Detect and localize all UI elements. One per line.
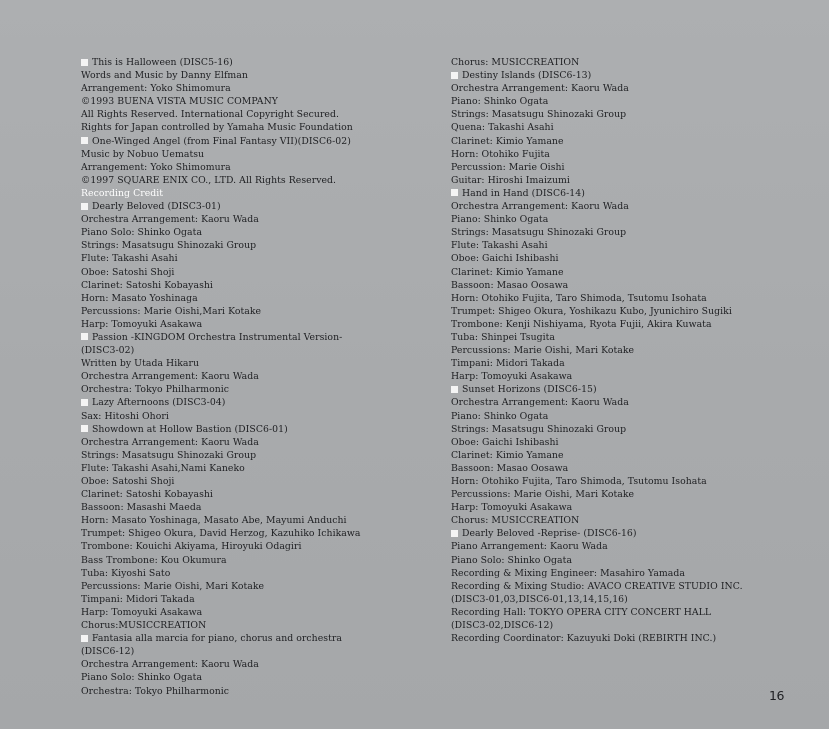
credit-line	[451, 213, 821, 226]
credit-line	[451, 488, 821, 501]
credit-line	[451, 148, 821, 161]
credit-line	[81, 69, 451, 82]
credit-line	[451, 436, 821, 449]
credit-text: ©1997 SQUARE ENIX CO., LTD. All Rights Reserved.	[81, 174, 337, 186]
track-credit-title	[81, 56, 451, 69]
credit-text: Strings: Masatsugu Shinozaki Group	[451, 423, 627, 435]
credit-text: Horn: Otohiko Fujita, Taro Shimoda, Tsutomu Isohata	[451, 476, 707, 487]
credit-text: Strings: Masatsugu Shinozaki Group	[81, 449, 257, 461]
credit-text: Percussions: Marie Oishi, Mari Kotake	[81, 580, 265, 592]
credit-text: Bassoon: Masao Oosawa	[451, 462, 569, 474]
credit-line	[81, 239, 451, 252]
credit-line	[81, 514, 451, 527]
section-heading	[81, 187, 451, 200]
track-credit-title	[81, 396, 451, 409]
credit-text: Piano Solo: Shinko Ogata	[81, 227, 203, 239]
credit-text: Oboe: Gaichi Ishibashi	[451, 436, 559, 448]
credit-text: Piano: Shinko Ogata	[451, 96, 549, 108]
credit-line	[451, 318, 821, 331]
credit-line	[451, 161, 821, 174]
credit-text: Harp: Tomoyuki Asakawa	[81, 318, 203, 330]
track-bullet-icon	[81, 399, 88, 406]
credit-text: Orchestra Arrangement: Kaoru Wada	[81, 436, 259, 448]
credit-text: Trombone: Kouichi Akiyama, Hiroyuki Odagiri	[81, 541, 302, 553]
track-bullet-icon	[451, 386, 458, 393]
credit-line	[451, 632, 821, 645]
credit-text: Horn: Otohiko Fujita, Taro Shimoda, Tsutomu Isohata	[451, 292, 707, 304]
credit-line	[451, 200, 821, 213]
credit-line	[81, 410, 451, 423]
credit-line	[451, 266, 821, 279]
credit-line	[81, 671, 451, 684]
credit-text: Oboe: Gaichi Ishibashi	[451, 253, 559, 265]
credit-text: Strings: Masatsugu Shinozaki Group	[451, 227, 627, 239]
credit-text: Bassoon: Masao Oosawa	[451, 279, 569, 291]
credit-text: Piano Arrangement: Kaoru Wada	[451, 541, 608, 553]
credit-line	[81, 475, 451, 488]
credit-line	[81, 619, 451, 632]
track-credit-title	[81, 135, 451, 148]
credit-text: ©1993 BUENA VISTA MUSIC COMPANY	[81, 96, 278, 108]
credit-text: Orchestra Arrangement: Kaoru Wada	[451, 201, 629, 213]
credit-text: Strings: Masatsugu Shinozaki Group	[451, 109, 627, 121]
credit-line	[451, 619, 821, 632]
credit-text: Recording Coordinator: Kazuyuki Doki (REBIRTH INC.)	[451, 633, 717, 645]
credit-line	[81, 318, 451, 331]
credit-text: Recording Hall: TOKYO OPERA CITY CONCERT HALL	[451, 606, 712, 618]
credit-line	[451, 370, 821, 383]
credit-text: (DISC3-02,DISC6-12)	[451, 620, 554, 632]
credit-line	[81, 606, 451, 619]
credit-text: Orchestra Arrangement: Kaoru Wada	[451, 83, 629, 95]
credit-line	[81, 252, 451, 265]
credit-text: Hand in Hand (DISC6-14)	[462, 187, 585, 199]
credit-line	[451, 226, 821, 239]
credit-text: Destiny Islands (DISC6-13)	[462, 70, 592, 82]
credit-text: Sunset Horizons (DISC6-15)	[462, 384, 597, 396]
track-credit-title	[81, 632, 451, 645]
credit-line	[81, 161, 451, 174]
credit-line	[81, 593, 451, 606]
credit-line	[451, 449, 821, 462]
credit-text: Guitar: Hiroshi Imaizumi	[451, 174, 570, 186]
credit-line	[81, 174, 451, 187]
credit-text: Orchestra Arrangement: Kaoru Wada	[81, 371, 259, 383]
track-bullet-icon	[81, 59, 88, 66]
track-bullet-icon	[451, 189, 458, 196]
credit-text: Bassoon: Masashi Maeda	[81, 502, 202, 514]
credit-line	[81, 266, 451, 279]
credit-text: (DISC3-02)	[81, 345, 135, 357]
credit-text: Tuba: Shinpei Tsugita	[451, 331, 556, 343]
track-bullet-icon	[81, 635, 88, 642]
credit-text: Words and Music by Danny Elfman	[81, 70, 248, 82]
credit-text: Dearly Beloved -Reprise- (DISC6-16)	[462, 528, 637, 540]
credit-line	[81, 554, 451, 567]
credit-text: Written by Utada Hikaru	[81, 358, 200, 370]
credit-text: Clarinet: Kimio Yamane	[451, 266, 564, 278]
credit-text: Lazy Afternoons (DISC3-04)	[92, 397, 226, 409]
credit-line	[81, 527, 451, 540]
credit-text: This is Halloween (DISC5-16)	[92, 57, 233, 68]
credit-text: Dearly Beloved (DISC3-01)	[92, 201, 221, 213]
credit-line	[451, 239, 821, 252]
credit-text: Orchestra: Tokyo Philharmonic	[81, 685, 230, 697]
credit-text: Passion -KINGDOM Orchestra Instrumental Version-	[92, 331, 343, 343]
track-credit-title	[451, 69, 821, 82]
credit-text: Horn: Masato Yoshinaga, Masato Abe, Mayumi Anduchi	[81, 515, 347, 527]
track-bullet-icon	[81, 425, 88, 432]
credit-line	[81, 685, 451, 698]
page-number: 16	[769, 688, 784, 703]
credit-text: Clarinet: Satoshi Kobayashi	[81, 489, 213, 501]
track-credit-title	[451, 527, 821, 540]
credit-line	[451, 410, 821, 423]
credit-line	[451, 56, 821, 69]
credit-line	[81, 121, 451, 134]
track-credit-title	[81, 423, 451, 436]
credit-line	[451, 292, 821, 305]
credit-line	[451, 567, 821, 580]
track-bullet-icon	[81, 137, 88, 144]
credit-line	[81, 95, 451, 108]
left-credits-column	[81, 56, 451, 698]
credit-text: Harp: Tomoyuki Asakawa	[451, 502, 573, 514]
credit-line	[81, 501, 451, 514]
credit-text: Flute: Takashi Asahi	[451, 240, 548, 252]
credit-text: Timpani: Midori Takada	[451, 358, 565, 370]
credit-line	[451, 396, 821, 409]
credit-text: Recording Credit	[81, 187, 164, 199]
credit-line	[81, 305, 451, 318]
credit-text: Music by Nobuo Uematsu	[81, 148, 205, 160]
credit-text: Piano: Shinko Ogata	[451, 214, 549, 226]
credit-text: Flute: Takashi Asahi,Nami Kaneko	[81, 462, 245, 474]
credit-text: Percussions: Marie Oishi, Mari Kotake	[451, 489, 635, 501]
credit-text: Horn: Masato Yoshinaga	[81, 292, 198, 304]
credit-text: Timpani: Midori Takada	[81, 593, 195, 605]
credit-text: Percussion: Marie Oishi	[451, 161, 565, 173]
credit-line	[81, 226, 451, 239]
credit-text: One-Winged Angel (from Final Fantasy VII)(DISC6-02)	[92, 135, 351, 147]
credit-text: Sax: Hitoshi Ohori	[81, 410, 169, 422]
credit-text: Oboe: Satoshi Shoji	[81, 476, 175, 487]
credit-text: Trumpet: Shigeo Okura, David Herzog, Kazuhiko Ichikawa	[81, 528, 361, 540]
credit-text: Percussions: Marie Oishi, Mari Kotake	[451, 345, 635, 357]
credit-line	[81, 82, 451, 95]
credit-line	[81, 540, 451, 553]
credit-line	[81, 580, 451, 593]
credit-text: Arrangement: Yoko Shimomura	[81, 83, 231, 95]
track-credit-title	[81, 331, 451, 344]
credit-text: Quena: Takashi Asahi	[451, 122, 554, 134]
credit-line	[451, 305, 821, 318]
credit-text: Orchestra Arrangement: Kaoru Wada	[81, 214, 259, 226]
right-credits-column	[451, 56, 821, 645]
credit-text: Fantasia alla marcia for piano, chorus and orchestra	[92, 633, 342, 645]
credit-text: Trombone: Kenji Nishiyama, Ryota Fujii, Akira Kuwata	[451, 318, 712, 330]
credit-line	[451, 331, 821, 344]
credit-line	[451, 475, 821, 488]
credit-line	[81, 567, 451, 580]
credit-line	[81, 383, 451, 396]
credit-text: Piano Solo: Shinko Ogata	[451, 554, 573, 566]
credit-text: Percussions: Marie Oishi,Mari Kotake	[81, 305, 262, 317]
credit-line	[451, 357, 821, 370]
credit-text: Arrangement: Yoko Shimomura	[81, 161, 231, 173]
credit-text: Harp: Tomoyuki Asakawa	[81, 606, 203, 618]
credit-text: Clarinet: Kimio Yamane	[451, 449, 564, 461]
credit-line	[451, 606, 821, 619]
credit-line	[451, 344, 821, 357]
credit-line	[451, 82, 821, 95]
credit-text: Flute: Takashi Asahi	[81, 253, 178, 265]
credit-text: Recording & Mixing Studio: AVACO CREATIVE STUDIO INC.	[451, 580, 743, 592]
credit-line	[81, 645, 451, 658]
track-credit-title	[81, 200, 451, 213]
credit-text: Chorus: MUSICCREATION	[451, 57, 580, 68]
credit-text: Recording & Mixing Engineer: Masahiro Yamada	[451, 567, 685, 579]
credit-text: All Rights Reserved. International Copyright Secured.	[81, 109, 339, 121]
credit-text: Piano Solo: Shinko Ogata	[81, 672, 203, 684]
credit-line	[451, 462, 821, 475]
credit-text: Piano: Shinko Ogata	[451, 410, 549, 422]
credit-text: Orchestra: Tokyo Philharmonic	[81, 384, 230, 396]
credit-text: Trumpet: Shigeo Okura, Yoshikazu Kubo, Jyunichiro Sugiki	[451, 305, 732, 317]
credit-line	[451, 108, 821, 121]
credit-text: Strings: Masatsugu Shinozaki Group	[81, 240, 257, 252]
credit-text: Bass Trombone: Kou Okumura	[81, 554, 227, 566]
credit-text: Showdown at Hollow Bastion (DISC6-01)	[92, 423, 288, 435]
credit-line	[81, 488, 451, 501]
credit-line	[81, 148, 451, 161]
credit-text: Horn: Otohiko Fujita	[451, 148, 550, 160]
credit-text: Rights for Japan controlled by Yamaha Music Foundation	[81, 122, 353, 134]
credit-text: Chorus:MUSICCREATION	[81, 620, 207, 632]
credit-line	[451, 95, 821, 108]
credit-line	[81, 292, 451, 305]
credit-line	[81, 370, 451, 383]
credit-text: Harp: Tomoyuki Asakawa	[451, 371, 573, 383]
track-bullet-icon	[451, 72, 458, 79]
credit-line	[81, 658, 451, 671]
credit-line	[81, 344, 451, 357]
credit-line	[451, 554, 821, 567]
credit-text: Chorus: MUSICCREATION	[451, 515, 580, 527]
credit-line	[451, 593, 821, 606]
track-bullet-icon	[81, 333, 88, 340]
credit-text: Oboe: Satoshi Shoji	[81, 266, 175, 278]
credit-text: (DISC3-01,03,DISC6-01,13,14,15,16)	[451, 593, 628, 605]
credit-line	[451, 121, 821, 134]
credit-line	[451, 580, 821, 593]
credit-line	[81, 357, 451, 370]
track-bullet-icon	[81, 203, 88, 210]
credit-line	[81, 108, 451, 121]
credit-text: (DISC6-12)	[81, 646, 135, 658]
track-credit-title	[451, 187, 821, 200]
credit-line	[81, 279, 451, 292]
credit-line	[451, 501, 821, 514]
credit-text: Clarinet: Kimio Yamane	[451, 135, 564, 147]
credit-line	[451, 423, 821, 436]
credit-line	[451, 514, 821, 527]
credit-line	[81, 213, 451, 226]
credit-line	[451, 135, 821, 148]
track-credit-title	[451, 383, 821, 396]
credit-line	[451, 540, 821, 553]
credit-line	[81, 436, 451, 449]
credit-text: Clarinet: Satoshi Kobayashi	[81, 279, 213, 291]
credit-line	[81, 449, 451, 462]
credit-text: Tuba: Kiyoshi Sato	[81, 567, 171, 579]
credit-line	[451, 252, 821, 265]
credit-text: Orchestra Arrangement: Kaoru Wada	[81, 659, 259, 671]
credit-line	[451, 174, 821, 187]
credit-line	[81, 462, 451, 475]
credit-line	[451, 279, 821, 292]
track-bullet-icon	[451, 530, 458, 537]
credit-text: Orchestra Arrangement: Kaoru Wada	[451, 397, 629, 409]
